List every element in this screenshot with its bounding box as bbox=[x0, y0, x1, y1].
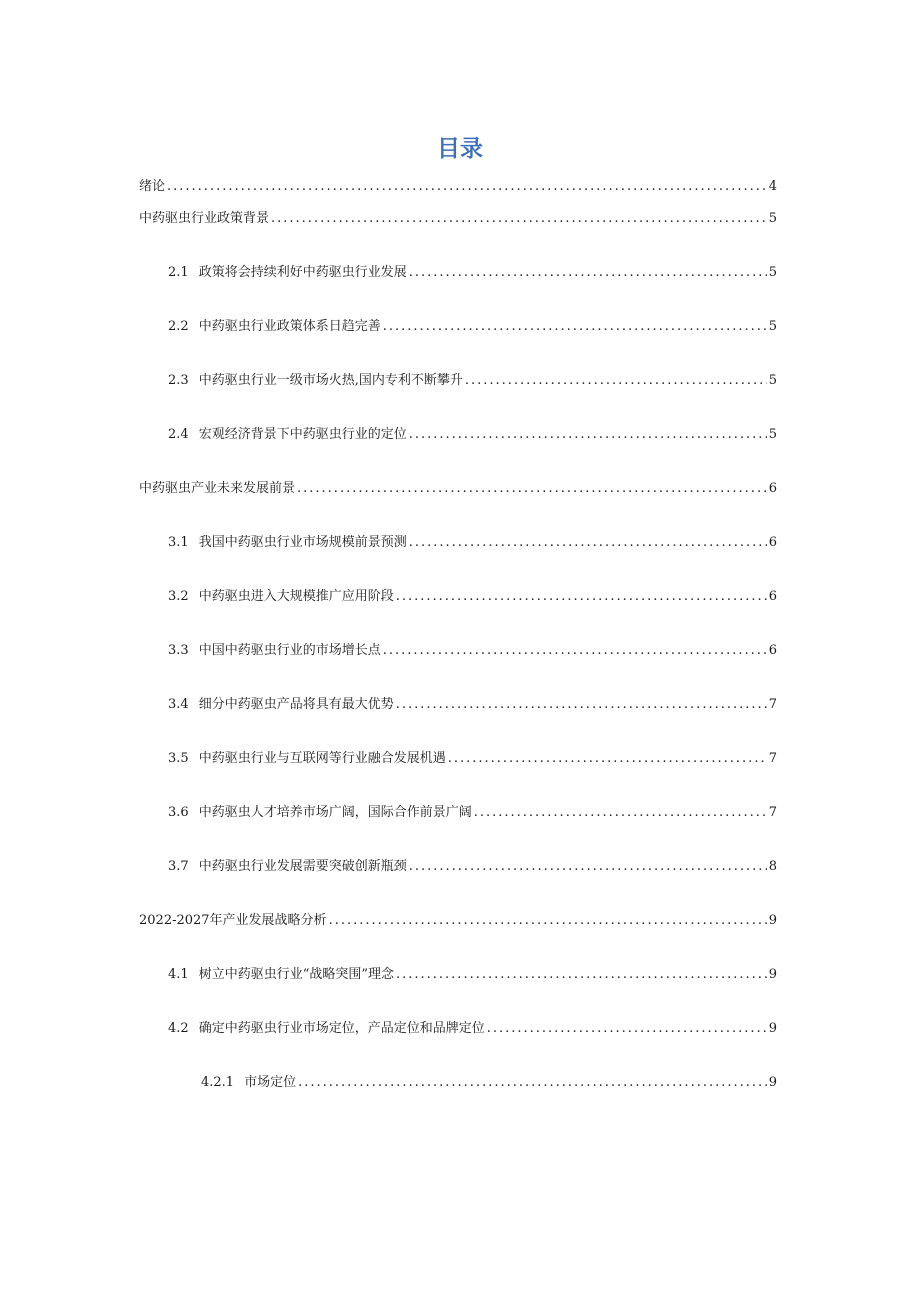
toc-title: 目录 bbox=[437, 136, 483, 162]
dot-leader bbox=[383, 642, 767, 660]
toc-entry-text: 2022-2027年产业发展战略分析 bbox=[139, 913, 327, 928]
toc-section-number: 3.3 bbox=[168, 643, 189, 658]
toc-entry-text: 宏观经济背景下中药驱虫行业的定位 bbox=[198, 427, 407, 442]
toc-page-number: 5 bbox=[768, 373, 777, 388]
toc-entry-text: 中药驱虫进入大规模推广应用阶段 bbox=[198, 589, 394, 604]
dot-leader bbox=[409, 426, 767, 444]
toc-entry[interactable] bbox=[168, 858, 777, 876]
dot-leader bbox=[465, 372, 767, 390]
dot-leader bbox=[409, 264, 767, 282]
dot-leader bbox=[396, 696, 767, 714]
dot-leader bbox=[409, 858, 767, 876]
toc-entry-text: 中药驱虫行业一级市场火热,国内专利不断攀升 bbox=[198, 373, 463, 388]
dot-leader bbox=[474, 804, 767, 822]
dot-leader bbox=[448, 750, 767, 768]
toc-section-number: 2.1 bbox=[168, 265, 189, 280]
toc-entry-text: 中国中药驱虫行业的市场增长点 bbox=[198, 643, 381, 658]
toc-page-number: 7 bbox=[768, 751, 777, 766]
toc-page-number: 5 bbox=[768, 211, 777, 226]
toc-entry[interactable] bbox=[168, 264, 777, 282]
toc-section-number: 3.2 bbox=[168, 589, 189, 604]
toc-section-number: 2.2 bbox=[168, 319, 189, 334]
dot-leader bbox=[396, 588, 767, 606]
toc-entry-text: 政策将会持续利好中药驱虫行业发展 bbox=[198, 265, 407, 280]
toc-page-number: 5 bbox=[768, 265, 777, 280]
toc-entry-text: 绪论 bbox=[139, 179, 166, 194]
dot-leader bbox=[383, 318, 767, 336]
dot-leader bbox=[271, 210, 767, 228]
dot-leader bbox=[329, 912, 767, 930]
dot-leader bbox=[298, 1074, 767, 1092]
toc-page-number: 7 bbox=[768, 805, 777, 820]
toc-entry-text: 确定中药驱虫行业市场定位，产品定位和品牌定位 bbox=[198, 1021, 485, 1036]
dot-leader bbox=[167, 178, 767, 196]
toc-entry[interactable] bbox=[168, 426, 777, 444]
toc-entry-text: 中药驱虫人才培养市场广阔，国际合作前景广阔 bbox=[198, 805, 472, 820]
toc-entry[interactable] bbox=[168, 372, 777, 390]
toc-entry[interactable] bbox=[168, 318, 777, 336]
toc-entry-text: 中药驱虫行业发展需要突破创新瓶颈 bbox=[198, 859, 407, 874]
toc-entry[interactable] bbox=[139, 210, 777, 228]
toc-entry-text: 细分中药驱虫产品将具有最大优势 bbox=[198, 697, 394, 712]
toc-entry[interactable] bbox=[139, 912, 777, 930]
toc-page-number: 9 bbox=[768, 1075, 777, 1090]
toc-section-number: 3.6 bbox=[168, 805, 189, 820]
toc-entry[interactable] bbox=[139, 480, 777, 498]
dot-leader bbox=[409, 534, 767, 552]
toc-entry[interactable] bbox=[168, 1020, 777, 1038]
toc-page-number: 6 bbox=[768, 589, 777, 604]
toc-page-number: 6 bbox=[768, 481, 777, 496]
toc-entry-text: 中药驱虫行业政策背景 bbox=[139, 211, 270, 226]
toc-section-number: 4.2.1 bbox=[201, 1075, 235, 1090]
toc-entry[interactable] bbox=[168, 696, 777, 714]
toc-section-number: 4.2 bbox=[168, 1021, 189, 1036]
toc-entry-text: 中药驱虫产业未来发展前景 bbox=[139, 481, 296, 496]
toc-entry-text: 中药驱虫行业与互联网等行业融合发展机遇 bbox=[198, 751, 446, 766]
toc-page-number: 4 bbox=[768, 179, 777, 194]
toc-section-number: 3.7 bbox=[168, 859, 189, 874]
toc-entry[interactable] bbox=[168, 966, 777, 984]
toc-entry-text: 中药驱虫行业政策体系日趋完善 bbox=[198, 319, 381, 334]
toc-page-number: 5 bbox=[768, 427, 777, 442]
dot-leader bbox=[297, 480, 767, 498]
dot-leader bbox=[396, 966, 767, 984]
toc-section-number: 3.4 bbox=[168, 697, 189, 712]
toc-section-number: 3.1 bbox=[168, 535, 189, 550]
toc-entry[interactable] bbox=[168, 588, 777, 606]
toc-page-number: 7 bbox=[768, 697, 777, 712]
toc-section-number: 2.3 bbox=[168, 373, 189, 388]
toc-page-number: 9 bbox=[768, 913, 777, 928]
toc-entry-text: 我国中药驱虫行业市场规模前景预测 bbox=[198, 535, 407, 550]
toc-entry-text: 市场定位 bbox=[244, 1075, 297, 1090]
toc-entry[interactable] bbox=[168, 534, 777, 552]
toc-entry-text: 树立中药驱虫行业“战略突围”理念 bbox=[198, 967, 394, 982]
toc-section-number: 4.1 bbox=[168, 967, 189, 982]
toc-entry[interactable] bbox=[139, 178, 777, 196]
toc-page-number: 6 bbox=[768, 535, 777, 550]
toc-entry[interactable] bbox=[168, 804, 777, 822]
toc-section-number: 3.5 bbox=[168, 751, 189, 766]
toc-entry[interactable] bbox=[168, 642, 777, 660]
toc-page-number: 9 bbox=[768, 1021, 777, 1036]
toc-page-number: 5 bbox=[768, 319, 777, 334]
toc-page-number: 6 bbox=[768, 643, 777, 658]
toc-section-number: 2.4 bbox=[168, 427, 189, 442]
toc-entry[interactable] bbox=[201, 1074, 777, 1092]
toc-page-number: 8 bbox=[768, 859, 777, 874]
toc-page-number: 9 bbox=[768, 967, 777, 982]
toc-entry[interactable] bbox=[168, 750, 777, 768]
dot-leader bbox=[487, 1020, 767, 1038]
